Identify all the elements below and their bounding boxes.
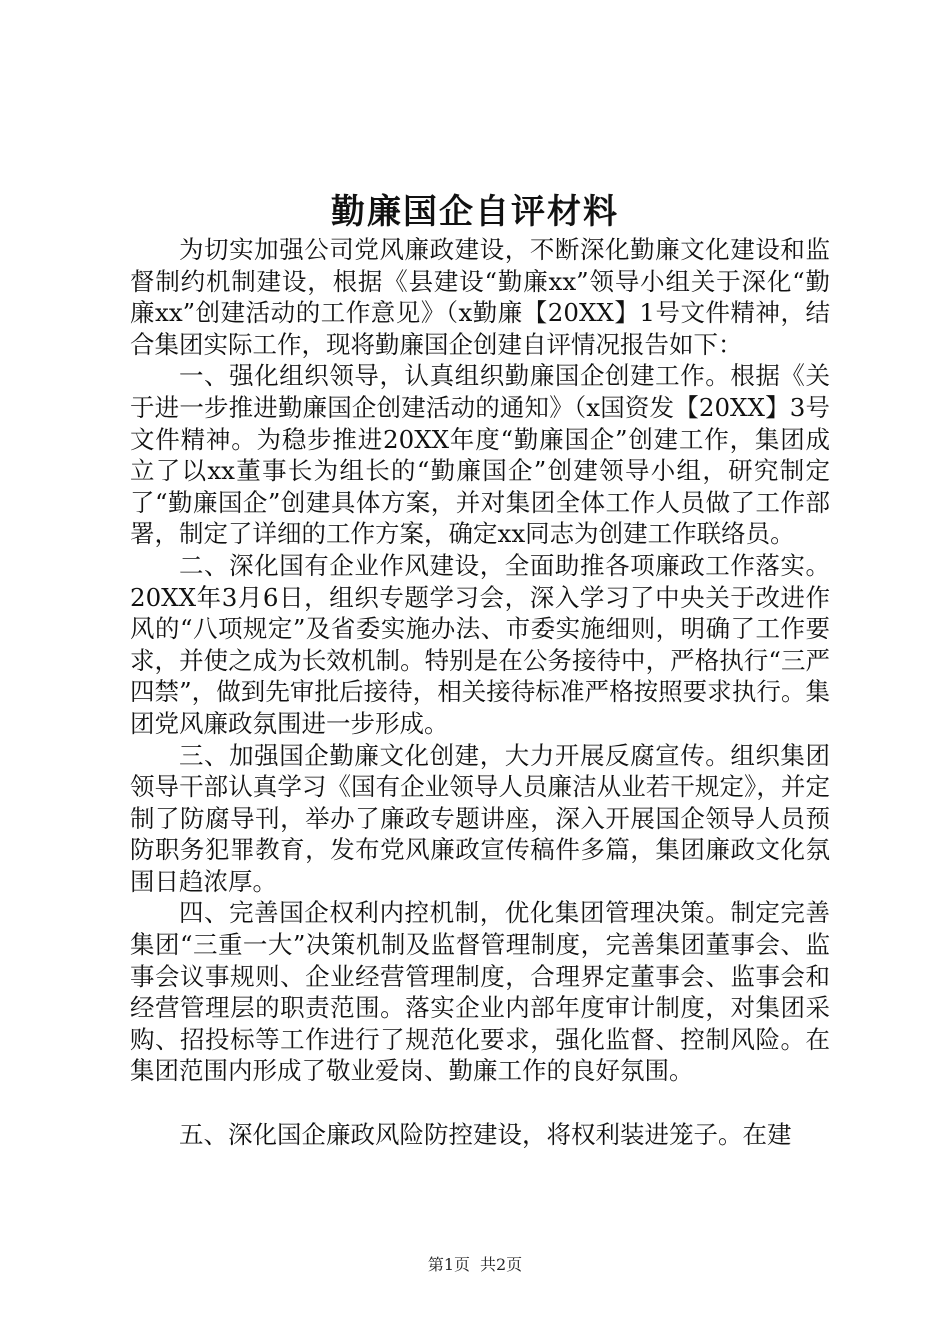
paragraph-section-3: 三、加强国企勤廉文化创建，大力开展反腐宣传。组织集团领导干部认真学习《国有企业领导人员廉洁从业若干规定》，并定制了防腐导刊，举办了廉政专题讲座，深入开展国企领导人员预防职务犯罪教育，发布党风廉政宣传稿件多篇，集团廉政文化氛围日趋浓厚。 [130,740,830,896]
document-title: 勤廉国企自评材料 [331,192,619,232]
paragraph-section-4: 四、完善国企权利内控机制，优化集团管理决策。制定完善集团“三重一大”决策机制及监督管理制度，完善集团董事会、监事会议事规则、企业经营管理制度，合理界定董事会、监事会和经营管理层的职责范围。落实企业内部年度审计制度，对集团采购、招投标等工作进行了规范化要求，强化监督、控制风险。在集团范围内形成了敬业爱岗、勤廉工作的良好氛围。 [130,898,830,1086]
document-body [130,234,830,1151]
page-number: 第1页 [427,1255,470,1274]
paragraph-section-5: 五、深化国企廉政风险防控建设，将权利装进笼子。在建 [179,1120,792,1150]
paragraph-section-2: 二、深化国有企业作风建设，全面助推各项廉政工作落实。20XX年3月6日，组织专题学习会，深入学习了中央关于改进作风的“八项规定”及省委实施办法、市委实施细则，明确了工作要求，并使之成为长效机制。特别是在公务接待中，严格执行“三严四禁”，做到先审批后接待，相关接待标准严格按照要求执行。集团党风廉政氛围进一步形成。 [130,550,830,738]
page-footer [0,1252,950,1275]
paragraph-section-1: 一、强化组织领导，认真组织勤廉国企创建工作。根据《关于进一步推进勤廉国企创建活动的通知》（x国资发【20XX】3号文件精神。为稳步推进20XX年度“勤廉国企”创建工作，集团成立了以xx董事长为组长的“勤廉国企”创建领导小组，研究制定了“勤廉国企”创建具体方案，并对集团全体工作人员做了工作部署，制定了详细的工作方案，确定xx同志为创建工作联络员。 [130,361,830,549]
page-total: 共2页 [480,1255,523,1274]
paragraph-intro: 为切实加强公司党风廉政建设，不断深化勤廉文化建设和监督制约机制建设，根据《县建设“勤廉xx”领导小组关于深化“勤廉xx”创建活动的工作意见》（x勤廉【20XX】1号文件精神，结合集团实际工作，现将勤廉国企创建自评情况报告如下： [130,235,830,359]
